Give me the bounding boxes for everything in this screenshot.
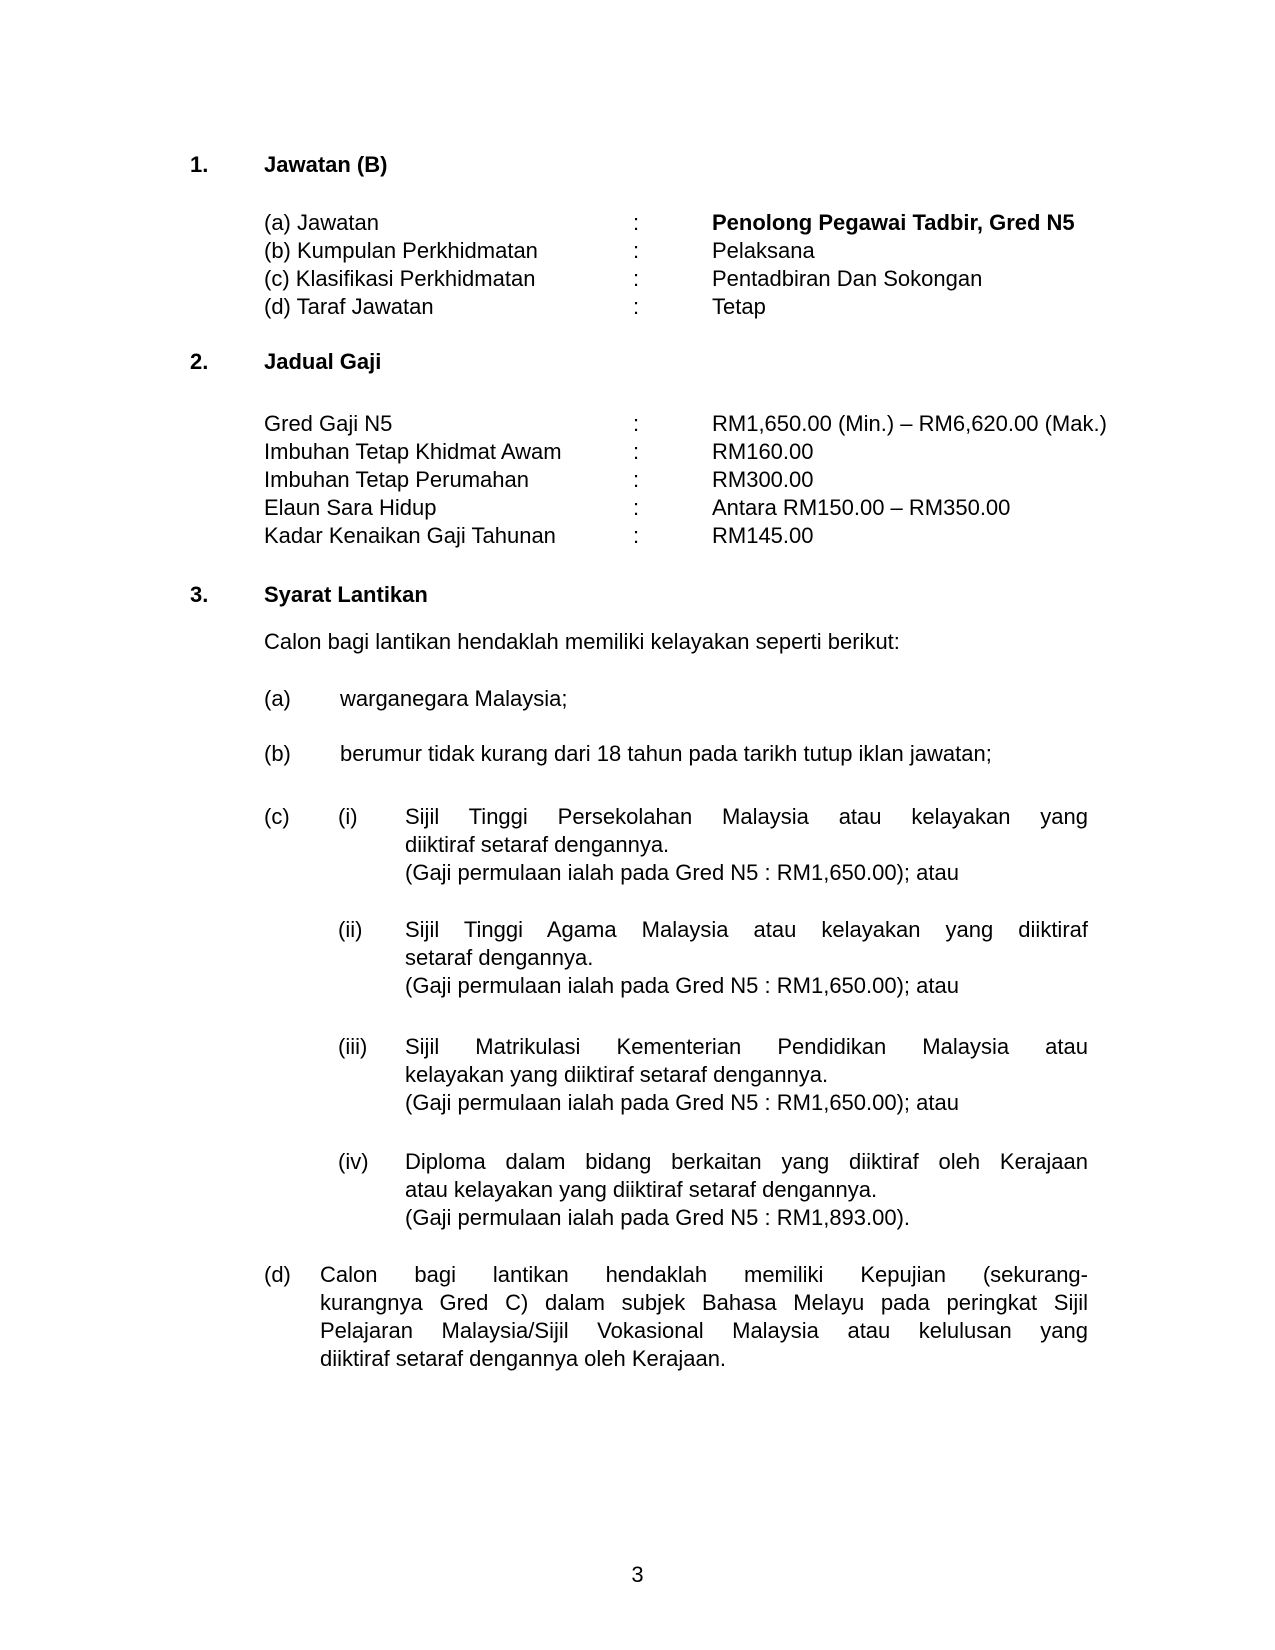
kv-row-kumpulan bbox=[264, 237, 1275, 265]
kv-value: Pelaksana bbox=[712, 238, 815, 263]
item-text-line: Sijil Matrikulasi Kementerian Pendidikan Malaysia atau bbox=[405, 1034, 1088, 1059]
kv-row-gred-gaji bbox=[264, 410, 1275, 438]
section-3-title: Syarat Lantikan bbox=[264, 582, 428, 607]
item-label: (d) bbox=[264, 1262, 291, 1287]
requirement-item-a bbox=[264, 685, 1275, 713]
item-text: warganegara Malaysia; bbox=[340, 686, 568, 711]
item-text-line: diiktiraf setaraf dengannya oleh Kerajaan. bbox=[320, 1346, 727, 1371]
kv-row-elaun bbox=[264, 494, 1275, 522]
section-1-number: 1. bbox=[190, 152, 209, 177]
requirement-item-c-iv bbox=[264, 1148, 1275, 1232]
item-label bbox=[264, 1033, 338, 1117]
requirement-item-c-iii bbox=[264, 1033, 1275, 1117]
kv-label: (a) Jawatan bbox=[264, 210, 379, 235]
item-numeral: (i) bbox=[338, 804, 358, 829]
section-3-heading bbox=[190, 581, 1275, 609]
item-text-line: Sijil Tinggi Agama Malaysia atau kelayakan yang diiktiraf bbox=[405, 917, 1088, 942]
requirement-item-c-i bbox=[264, 803, 1275, 887]
kv-value: RM1,650.00 (Min.) – RM6,620.00 (Mak.) bbox=[712, 411, 1107, 436]
item-numeral: (ii) bbox=[338, 917, 363, 942]
item-text-line: (Gaji permulaan ialah pada Gred N5 : RM1,650.00); atau bbox=[405, 860, 959, 885]
kv-row-taraf bbox=[264, 293, 1275, 321]
section-1-rows bbox=[190, 209, 1275, 321]
kv-label: Elaun Sara Hidup bbox=[264, 495, 437, 520]
item-text bbox=[405, 916, 1088, 1000]
item-text-line: setaraf dengannya. bbox=[405, 945, 594, 970]
requirement-item-c-ii bbox=[264, 916, 1275, 1000]
item-text-line: (Gaji permulaan ialah pada Gred N5 : RM1,650.00); atau bbox=[405, 973, 959, 998]
item-text bbox=[405, 803, 1088, 887]
item-text-line: Diploma dalam bidang berkaitan yang diiktiraf oleh Kerajaan bbox=[405, 1149, 1088, 1174]
item-text-line: (Gaji permulaan ialah pada Gred N5 : RM1,893.00). bbox=[405, 1205, 911, 1230]
kv-separator: : bbox=[633, 294, 640, 319]
kv-label: (d) Taraf Jawatan bbox=[264, 294, 434, 319]
section-1-heading bbox=[190, 151, 1275, 179]
item-text bbox=[405, 1033, 1088, 1117]
kv-value: Tetap bbox=[712, 294, 766, 319]
item-label bbox=[264, 1148, 338, 1232]
kv-separator: : bbox=[633, 238, 640, 263]
kv-separator: : bbox=[633, 467, 640, 492]
kv-value: RM300.00 bbox=[712, 467, 814, 492]
item-text-line: Calon bagi lantikan hendaklah memiliki Kepujian (sekurang- bbox=[320, 1262, 1088, 1287]
item-label bbox=[264, 916, 338, 1000]
item-text bbox=[405, 1148, 1088, 1232]
kv-value: Penolong Pegawai Tadbir, Gred N5 bbox=[712, 210, 1075, 235]
item-text-line: Sijil Tinggi Persekolahan Malaysia atau kelayakan yang bbox=[405, 804, 1088, 829]
section-3-intro: Calon bagi lantikan hendaklah memiliki kelayakan seperti berikut: bbox=[264, 629, 900, 654]
requirement-item-b bbox=[264, 740, 1275, 768]
kv-label: Imbuhan Tetap Perumahan bbox=[264, 467, 529, 492]
kv-value: Antara RM150.00 – RM350.00 bbox=[712, 495, 1011, 520]
kv-separator: : bbox=[633, 495, 640, 520]
item-text: berumur tidak kurang dari 18 tahun pada tarikh tutup iklan jawatan; bbox=[340, 741, 992, 766]
item-text bbox=[320, 1261, 1088, 1373]
item-numeral: (iv) bbox=[338, 1149, 369, 1174]
kv-separator: : bbox=[633, 523, 640, 548]
section-2-title: Jadual Gaji bbox=[264, 349, 382, 374]
kv-label: (b) Kumpulan Perkhidmatan bbox=[264, 238, 538, 263]
item-numeral: (iii) bbox=[338, 1034, 368, 1059]
kv-separator: : bbox=[633, 266, 640, 291]
kv-label: Gred Gaji N5 bbox=[264, 411, 393, 436]
requirement-item-d bbox=[264, 1261, 1275, 1373]
kv-label: Kadar Kenaikan Gaji Tahunan bbox=[264, 523, 556, 548]
section-2-heading bbox=[190, 348, 1275, 376]
kv-separator: : bbox=[633, 439, 640, 464]
kv-row-klasifikasi bbox=[264, 265, 1275, 293]
item-label: (b) bbox=[264, 741, 291, 766]
item-text-line: atau kelayakan yang diiktiraf setaraf dengannya. bbox=[405, 1177, 878, 1202]
page-number: 3 bbox=[631, 1562, 644, 1587]
item-label: (a) bbox=[264, 686, 291, 711]
kv-row-kadar bbox=[264, 522, 1275, 550]
kv-value: Pentadbiran Dan Sokongan bbox=[712, 266, 983, 291]
kv-row-jawatan bbox=[264, 209, 1275, 237]
item-text-line: kelayakan yang diiktiraf setaraf dengannya. bbox=[405, 1062, 829, 1087]
kv-separator: : bbox=[633, 210, 640, 235]
kv-label: Imbuhan Tetap Khidmat Awam bbox=[264, 439, 562, 464]
item-text-line: Pelajaran Malaysia/Sijil Vokasional Malaysia atau kelulusan yang bbox=[320, 1318, 1088, 1343]
kv-separator: : bbox=[633, 411, 640, 436]
item-text-line: diiktiraf setaraf dengannya. bbox=[405, 832, 670, 857]
kv-value: RM160.00 bbox=[712, 439, 814, 464]
kv-label: (c) Klasifikasi Perkhidmatan bbox=[264, 266, 536, 291]
item-text-line: (Gaji permulaan ialah pada Gred N5 : RM1,650.00); atau bbox=[405, 1090, 959, 1115]
section-1-title: Jawatan (B) bbox=[264, 152, 388, 177]
kv-row-itp bbox=[264, 466, 1275, 494]
kv-value: RM145.00 bbox=[712, 523, 814, 548]
item-text-line: kurangnya Gred C) dalam subjek Bahasa Melayu pada peringkat Sijil bbox=[320, 1290, 1088, 1315]
section-2-number: 2. bbox=[190, 349, 209, 374]
kv-row-itka bbox=[264, 438, 1275, 466]
item-label: (c) bbox=[264, 804, 290, 829]
section-2-rows bbox=[190, 410, 1275, 550]
section-3-number: 3. bbox=[190, 582, 209, 607]
